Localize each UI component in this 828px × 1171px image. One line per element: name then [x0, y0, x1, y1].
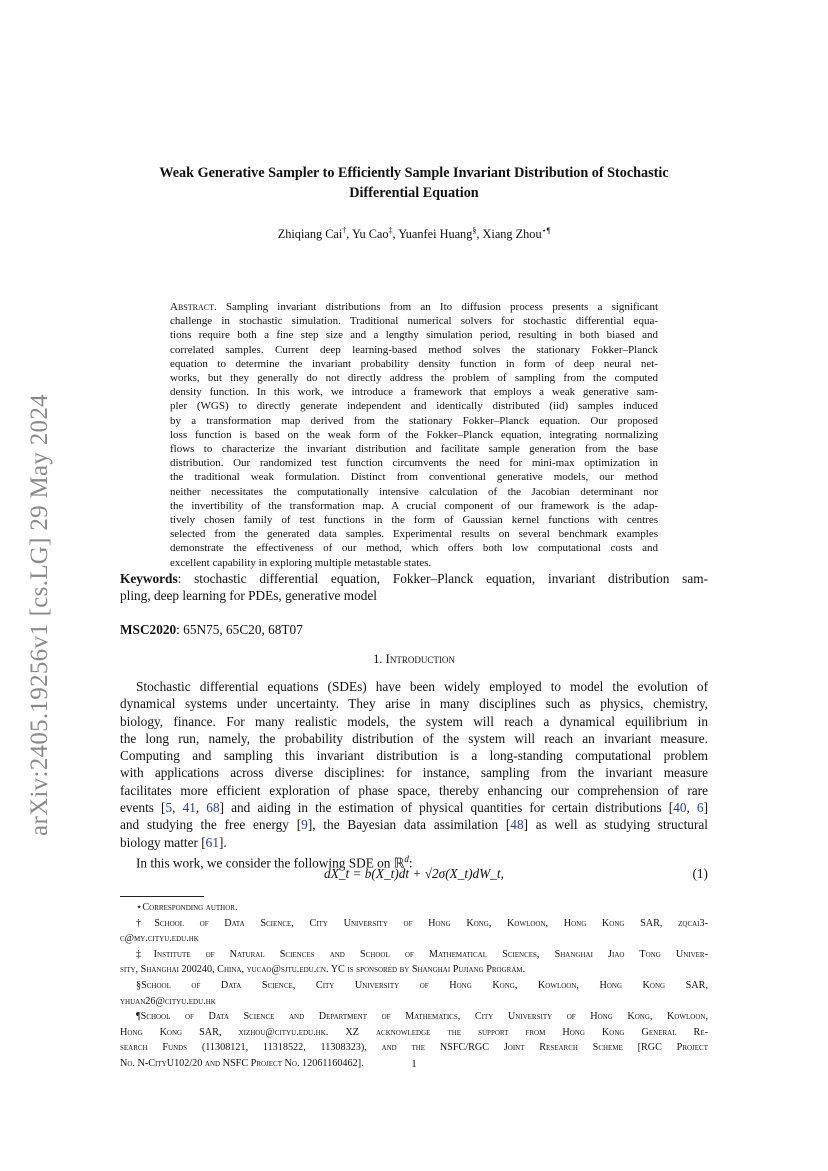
author-name: Yu Cao [351, 227, 389, 242]
abstract-line: excellent capability in exploring multiple metastable states. [170, 556, 432, 569]
abstract-line: flows to characterize the invariant distribution and facilitate sample generation from the base [170, 443, 658, 456]
msc-line: MSC2020: 65N75, 65C20, 68T07 [120, 622, 303, 637]
intro-line: with applications across diverse disciplines: for instance, sampling from the invariant measure [120, 765, 708, 781]
abstract-line: challenge in stochastic simulation. Traditional numerical solvers for stochastic differential equa- [170, 315, 658, 328]
page-number: 1 [411, 1058, 417, 1070]
abstract-line: tively chosen family of test functions in the form of Gaussian kernel functions with centres [170, 514, 658, 527]
abstract-line: demonstrate the effectiveness of our method, which offers both low computational costs and [170, 542, 658, 555]
abstract-label: Abstract. [170, 301, 217, 313]
footnote-line: sity, Shanghai 200240, China, yucao@sjtu.edu.cn. YC is sponsored by Shanghai Pujiang Program. [120, 964, 526, 976]
footnotes [120, 900, 708, 1072]
title-line-1: Weak Generative Sampler to Efficiently Sample Invariant Distribution of Stochastic [159, 165, 669, 181]
introduction-text [120, 678, 708, 872]
abstract-line: the invertibility of the transformation map. A crucial component of our framework is the adap- [170, 499, 658, 512]
title-line-2: Differential Equation [349, 185, 479, 201]
author-mark: § [472, 226, 477, 235]
abstract-line: pler (WGS) to directly generate independent and identically distributed (iid) samples induced [170, 400, 658, 413]
footnote-line: yhuan26@cityu.edu.hk [120, 995, 216, 1007]
abstract-line: equation to determine the invariant probability density function in form of deep neural net- [170, 357, 658, 370]
abstract [170, 300, 658, 570]
citation-link[interactable]: 61 [205, 834, 219, 850]
author-mark: † [342, 226, 347, 235]
intro-line: the long run, namely, the probability distribution of the system will reach an invariant measure. [120, 730, 708, 746]
msc-label: MSC2020 [120, 622, 177, 637]
abstract-line: tions require both a fine step size and a lengthy simulation period, resulting in both biased and [170, 329, 658, 342]
equation-number: (1) [692, 866, 708, 881]
intro-line: events [5, 41, 68] and aiding in the estimation of physical quantities for certain distributions [40, 6] [120, 800, 709, 816]
intro-line: In this work, we consider the following SDE on ℝ$^d$: [136, 853, 413, 871]
footnote-line: Hong Kong SAR, xizhou@cityu.edu.hk. XZ acknowledge the support from Hong Kong General Re- [120, 1026, 708, 1038]
footnote-line: c@my.cityu.edu.hk [120, 933, 199, 945]
keywords [120, 570, 708, 605]
footnote-line: No. N-CityU102/20 and NSFC Project No. 12061160462]. [120, 1057, 364, 1069]
author-name: Yuanfei Huang [398, 227, 473, 242]
arxiv-identifier: arXiv:2405.19256v1 [cs.LG] 29 May 2024 [26, 394, 53, 836]
footnote-line: ⋆Corresponding author. [136, 902, 238, 913]
equation-body: dX_t = b(X_t)dt + √2σ(X_t)dW_t, [324, 866, 504, 881]
author-mark: ‡ [388, 226, 393, 235]
citation-link[interactable]: 5 [165, 800, 173, 816]
abstract-line: works, but they generally do not directly address the problem of sampling from the computed [170, 372, 658, 385]
footnote-rule [120, 896, 204, 897]
intro-line: dynamical systems under uncertainty. They arise in many disciplines such as physics, chemistry, [120, 696, 708, 712]
citation-link[interactable]: 41 [182, 800, 196, 816]
footnote-line: §School of Data Science, City University of Hong Kong, Kowloon, Hong Kong SAR, [136, 979, 708, 991]
abstract-line: Abstract. Sampling invariant distributions from an Ito diffusion process presents a significant [170, 301, 658, 313]
msc-classification [120, 621, 708, 638]
abstract-line: the traditional weak formulation. Distinct from conventional generative models, our method [170, 471, 658, 484]
abstract-line: neither necessitates the computationally intensive calculation of the Jacobian determinant nor [170, 485, 658, 498]
arxiv-sidebar [20, 350, 60, 880]
intro-line: facilitates more efficient exploration of phase space, thereby enhancing our comprehension of rare [120, 782, 708, 798]
author-list: Zhiqiang Cai†, Yu Cao‡, Yuanfei Huang§, Xiang Zhou⋆¶ [277, 226, 551, 242]
citation-link[interactable]: 9 [301, 817, 308, 833]
keywords-line: Keywords: stochastic differential equation, Fokker–Planck equation, invariant distribution sam- [120, 571, 708, 586]
section-heading: 1. Introduction [373, 652, 455, 666]
citation-link[interactable]: 6 [696, 800, 704, 816]
citation-link[interactable]: 40 [673, 800, 687, 816]
intro-line: and studying the free energy [9], the Bayesian data assimilation [48] as well as studying structural [120, 817, 708, 833]
footnote-line: search Funds (11308121, 11318522, 11308323), and the NSFC/RGC Joint Research Scheme [RGC Project [120, 1042, 708, 1054]
abstract-line: distribution. Our randomized test function circumvents the need for mini-max optimization in [170, 457, 658, 470]
abstract-line: density function. In this work, we introduce a framework that employs a weak generative sam- [170, 386, 658, 399]
author-name: Xiang Zhou [482, 227, 542, 242]
abstract-line: loss function is based on the weak form of the Fokker–Planck equation, integrating normalizing [170, 428, 658, 441]
intro-line: biology, finance. For many realistic models, the system will reach a dynamical equilibrium in [120, 713, 708, 729]
abstract-line: selected from the generated data samples. Experimental results on several benchmark examples [170, 528, 658, 541]
footnote-line: ¶School of Data Science and Department of Mathematics, City University of Hong Kong, Kowloon, [136, 1011, 708, 1023]
footnote-line: †School of Data Science, City University of Hong Kong, Kowloon, Hong Kong SAR, zqcai3- [136, 917, 708, 929]
citation-link[interactable]: 68 [206, 800, 220, 816]
footnote-line: ‡Institute of Natural Sciences and School of Mathematical Sciences, Shanghai Jiao Tong Univer- [136, 948, 708, 960]
keywords-label: Keywords [120, 571, 178, 586]
abstract-line: correlated samples. Current deep learning-based method solves the stationary Fokker–Planck [170, 343, 658, 356]
intro-line: Stochastic differential equations (SDEs) have been widely employed to model the evolution of [136, 679, 708, 694]
equation-1 [120, 866, 708, 886]
intro-line: Computing and sampling this invariant distribution is a long-standing computational problem [120, 748, 708, 764]
paper-title [110, 163, 718, 203]
abstract-line: by a transformation map derived from the stationary Fokker–Planck equation. Our proposed [170, 414, 658, 427]
intro-line: biology matter [61]. [120, 834, 227, 850]
author-mark: ⋆¶ [541, 226, 551, 235]
author-name: Zhiqiang Cai [277, 227, 343, 242]
keywords-line: pling, deep learning for PDEs, generative model [120, 588, 377, 604]
citation-link[interactable]: 48 [510, 817, 524, 833]
